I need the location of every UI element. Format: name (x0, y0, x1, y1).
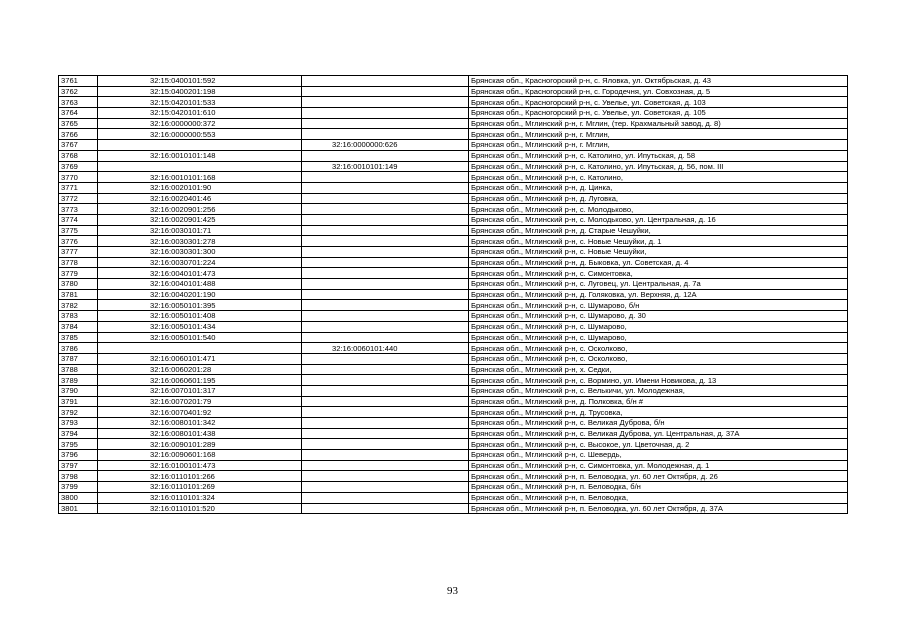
address-cell: Брянская обл., Мглинский р-н, п. Беловодка, ул. 60 лет Октября, д. 26 (469, 471, 848, 482)
cadastral-number-alt-cell (302, 204, 469, 215)
cadastral-number-cell: 32:16:0000000:553 (98, 129, 302, 140)
cadastral-number-alt-cell (302, 396, 469, 407)
cadastral-number-cell: 32:16:0070101:317 (98, 385, 302, 396)
table-row (59, 86, 848, 97)
address-cell: Брянская обл., Мглинский р-н, с. Вормино, ул. Имени Новикова, д. 13 (469, 375, 848, 386)
cadastral-number-cell: 32:16:0110101:520 (98, 503, 302, 514)
table-row (59, 108, 848, 119)
cadastral-number-alt-cell (302, 172, 469, 183)
table-row (59, 214, 848, 225)
cadastral-number-alt-cell (302, 482, 469, 493)
table-row (59, 76, 848, 87)
cadastral-number-alt-cell (302, 428, 469, 439)
table-row (59, 300, 848, 311)
cadastral-number-alt-cell (302, 118, 469, 129)
cadastral-number-cell (98, 140, 302, 151)
table-row (59, 385, 848, 396)
cadastral-number-alt-cell (302, 289, 469, 300)
cadastral-number-alt-cell (302, 439, 469, 450)
table-row (59, 482, 848, 493)
row-number-cell: 3781 (59, 289, 98, 300)
cadastral-number-alt-cell (302, 257, 469, 268)
table-row (59, 182, 848, 193)
cadastral-number-cell: 32:16:0040101:488 (98, 279, 302, 290)
cadastral-number-alt-cell (302, 460, 469, 471)
cadastral-number-cell: 32:16:0030301:300 (98, 247, 302, 258)
row-number-cell: 3768 (59, 150, 98, 161)
cadastral-number-alt-cell (302, 268, 469, 279)
row-number-cell: 3762 (59, 86, 98, 97)
register-body (59, 76, 848, 514)
cadastral-number-alt-cell (302, 97, 469, 108)
cadastral-number-alt-cell (302, 418, 469, 429)
cadastral-number-alt-cell (302, 279, 469, 290)
address-cell: Брянская обл., Мглинский р-н, г. Мглин, (тер. Крахмальный завод, д. 8) (469, 118, 848, 129)
address-cell: Брянская обл., Мглинский р-н, г. Мглин, (469, 129, 848, 140)
cadastral-number-alt-cell (302, 247, 469, 258)
table-row (59, 247, 848, 258)
cadastral-number-cell: 32:16:0030701:224 (98, 257, 302, 268)
cadastral-number-cell: 32:16:0090101:289 (98, 439, 302, 450)
row-number-cell: 3778 (59, 257, 98, 268)
cadastral-number-alt-cell: 32:16:0010101:149 (302, 161, 469, 172)
cadastral-number-alt-cell (302, 385, 469, 396)
cadastral-number-cell: 32:16:0050101:408 (98, 311, 302, 322)
table-row (59, 225, 848, 236)
address-cell: Брянская обл., Мглинский р-н, с. Велькичи, ул. Молодежная, (469, 385, 848, 396)
cadastral-number-cell: 32:16:0010101:148 (98, 150, 302, 161)
table-row (59, 236, 848, 247)
address-cell: Брянская обл., Мглинский р-н, п. Беловодка, ул. 60 лет Октября, д. 37А (469, 503, 848, 514)
address-cell: Брянская обл., Мглинский р-н, д. Старые Чешуйки, (469, 225, 848, 236)
row-number-cell: 3796 (59, 450, 98, 461)
cadastral-number-cell: 32:16:0060201:28 (98, 364, 302, 375)
row-number-cell: 3771 (59, 182, 98, 193)
cadastral-number-cell (98, 343, 302, 354)
table-row (59, 471, 848, 482)
cadastral-number-alt-cell (302, 471, 469, 482)
table-row (59, 311, 848, 322)
row-number-cell: 3786 (59, 343, 98, 354)
cadastral-number-alt-cell (302, 450, 469, 461)
table-row (59, 279, 848, 290)
row-number-cell: 3766 (59, 129, 98, 140)
address-cell: Брянская обл., Мглинский р-н, г. Мглин, (469, 140, 848, 151)
cadastral-number-cell: 32:16:0080101:342 (98, 418, 302, 429)
cadastral-number-alt-cell (302, 214, 469, 225)
cadastral-number-cell: 32:16:0040101:473 (98, 268, 302, 279)
cadastral-number-cell: 32:16:0090601:168 (98, 450, 302, 461)
table-row (59, 353, 848, 364)
cadastral-number-cell: 32:16:0070401:92 (98, 407, 302, 418)
row-number-cell: 3780 (59, 279, 98, 290)
address-cell: Брянская обл., Красногорский р-н, с. Яловка, ул. Октябрьская, д. 43 (469, 76, 848, 87)
cadastral-number-cell: 32:16:0020401:46 (98, 193, 302, 204)
cadastral-number-cell: 32:16:0050101:395 (98, 300, 302, 311)
cadastral-number-alt-cell (302, 321, 469, 332)
address-cell: Брянская обл., Мглинский р-н, п. Беловодка, (469, 492, 848, 503)
table-row (59, 150, 848, 161)
table-row (59, 343, 848, 354)
table-row (59, 460, 848, 471)
property-register-table (58, 75, 848, 514)
address-cell: Брянская обл., Мглинский р-н, с. Шумарово, (469, 332, 848, 343)
row-number-cell: 3797 (59, 460, 98, 471)
cadastral-number-alt-cell (302, 364, 469, 375)
cadastral-number-alt-cell (302, 311, 469, 322)
cadastral-number-alt-cell: 32:16:0060101:440 (302, 343, 469, 354)
cadastral-number-alt-cell (302, 129, 469, 140)
table-row (59, 428, 848, 439)
table-row (59, 492, 848, 503)
row-number-cell: 3763 (59, 97, 98, 108)
table-row (59, 257, 848, 268)
row-number-cell: 3779 (59, 268, 98, 279)
table-row (59, 396, 848, 407)
address-cell: Брянская обл., Красногорский р-н, с. Городечня, ул. Совхозная, д. 5 (469, 86, 848, 97)
table-row (59, 268, 848, 279)
table-row (59, 97, 848, 108)
address-cell: Брянская обл., Мглинский р-н, с. Шумарово, д. 30 (469, 311, 848, 322)
cadastral-number-cell: 32:16:0060101:471 (98, 353, 302, 364)
row-number-cell: 3772 (59, 193, 98, 204)
address-cell: Брянская обл., Мглинский р-н, с. Католино, ул. Ипутьская, д. 58 (469, 150, 848, 161)
cadastral-number-cell: 32:16:0070201:79 (98, 396, 302, 407)
row-number-cell: 3790 (59, 385, 98, 396)
row-number-cell: 3773 (59, 204, 98, 215)
address-cell: Брянская обл., Мглинский р-н, д. Трусовка, (469, 407, 848, 418)
table-row (59, 161, 848, 172)
address-cell: Брянская обл., Мглинский р-н, д. Голяковка, ул. Верхняя, д. 12А (469, 289, 848, 300)
address-cell: Брянская обл., Мглинский р-н, с. Шевердь, (469, 450, 848, 461)
cadastral-number-cell: 32:16:0050101:434 (98, 321, 302, 332)
address-cell: Брянская обл., Мглинский р-н, с. Шумарово, б/н (469, 300, 848, 311)
cadastral-number-cell: 32:16:0010101:168 (98, 172, 302, 183)
row-number-cell: 3783 (59, 311, 98, 322)
cadastral-number-cell: 32:15:0400101:592 (98, 76, 302, 87)
table-row (59, 172, 848, 183)
cadastral-number-cell: 32:16:0050101:540 (98, 332, 302, 343)
address-cell: Брянская обл., Мглинский р-н, с. Симонтовка, ул. Молодежная, д. 1 (469, 460, 848, 471)
row-number-cell: 3789 (59, 375, 98, 386)
cadastral-number-alt-cell (302, 225, 469, 236)
cadastral-number-alt-cell (302, 86, 469, 97)
address-cell: Брянская обл., Мглинский р-н, с. Молодьково, ул. Центральная, д. 16 (469, 214, 848, 225)
cadastral-number-alt-cell (302, 76, 469, 87)
address-cell: Брянская обл., Красногорский р-н, с. Увелье, ул. Советская, д. 103 (469, 97, 848, 108)
cadastral-number-cell: 32:16:0110101:324 (98, 492, 302, 503)
row-number-cell: 3784 (59, 321, 98, 332)
row-number-cell: 3788 (59, 364, 98, 375)
cadastral-number-alt-cell (302, 182, 469, 193)
table-row (59, 332, 848, 343)
row-number-cell: 3798 (59, 471, 98, 482)
row-number-cell: 3799 (59, 482, 98, 493)
cadastral-number-alt-cell (302, 150, 469, 161)
address-cell: Брянская обл., Мглинский р-н, с. Новые Чешуйки, (469, 247, 848, 258)
address-cell: Брянская обл., Мглинский р-н, с. Великая Дуброва, б/н (469, 418, 848, 429)
address-cell: Брянская обл., Мглинский р-н, с. Великая Дуброва, ул. Центральная, д. 37А (469, 428, 848, 439)
cadastral-number-cell (98, 161, 302, 172)
address-cell: Брянская обл., Мглинский р-н, с. Луговец, ул. Центральная, д. 7а (469, 279, 848, 290)
row-number-cell: 3765 (59, 118, 98, 129)
cadastral-number-cell: 32:16:0020101:90 (98, 182, 302, 193)
cadastral-number-cell: 32:16:0100101:473 (98, 460, 302, 471)
cadastral-number-cell: 32:16:0000000:372 (98, 118, 302, 129)
address-cell: Брянская обл., Мглинский р-н, с. Осколково, (469, 343, 848, 354)
row-number-cell: 3794 (59, 428, 98, 439)
cadastral-number-cell: 32:16:0110101:269 (98, 482, 302, 493)
cadastral-number-alt-cell (302, 300, 469, 311)
row-number-cell: 3782 (59, 300, 98, 311)
table-row (59, 439, 848, 450)
table-row (59, 364, 848, 375)
cadastral-number-alt-cell (302, 375, 469, 386)
row-number-cell: 3775 (59, 225, 98, 236)
address-cell: Брянская обл., Мглинский р-н, с. Симонтовка, (469, 268, 848, 279)
row-number-cell: 3792 (59, 407, 98, 418)
row-number-cell: 3787 (59, 353, 98, 364)
row-number-cell: 3785 (59, 332, 98, 343)
table-row (59, 140, 848, 151)
row-number-cell: 3767 (59, 140, 98, 151)
cadastral-number-cell: 32:16:0020901:256 (98, 204, 302, 215)
table-row (59, 129, 848, 140)
cadastral-number-alt-cell (302, 503, 469, 514)
cadastral-number-alt-cell (302, 407, 469, 418)
address-cell: Брянская обл., Мглинский р-н, с. Молодьково, (469, 204, 848, 215)
row-number-cell: 3761 (59, 76, 98, 87)
row-number-cell: 3776 (59, 236, 98, 247)
cadastral-number-cell: 32:16:0080101:438 (98, 428, 302, 439)
cadastral-number-alt-cell (302, 236, 469, 247)
row-number-cell: 3793 (59, 418, 98, 429)
cadastral-number-cell: 32:15:0400201:198 (98, 86, 302, 97)
row-number-cell: 3801 (59, 503, 98, 514)
cadastral-number-cell: 32:16:0030101:71 (98, 225, 302, 236)
table-row (59, 289, 848, 300)
row-number-cell: 3777 (59, 247, 98, 258)
cadastral-number-alt-cell: 32:16:0000000:626 (302, 140, 469, 151)
cadastral-number-cell: 32:16:0020901:425 (98, 214, 302, 225)
row-number-cell: 3769 (59, 161, 98, 172)
table-row (59, 321, 848, 332)
address-cell: Брянская обл., Мглинский р-н, д. Быковка, ул. Советская, д. 4 (469, 257, 848, 268)
table-row (59, 503, 848, 514)
address-cell: Брянская обл., Мглинский р-н, с. Высокое, ул. Цветочная, д. 2 (469, 439, 848, 450)
table-row (59, 418, 848, 429)
table-row (59, 375, 848, 386)
address-cell: Брянская обл., Мглинский р-н, с. Шумарово, (469, 321, 848, 332)
row-number-cell: 3795 (59, 439, 98, 450)
cadastral-number-alt-cell (302, 108, 469, 119)
table-row (59, 407, 848, 418)
row-number-cell: 3770 (59, 172, 98, 183)
address-cell: Брянская обл., Мглинский р-н, п. Беловодка, б/н (469, 482, 848, 493)
address-cell: Брянская обл., Красногорский р-н, с. Увелье, ул. Советская, д. 105 (469, 108, 848, 119)
address-cell: Брянская обл., Мглинский р-н, с. Католино, ул. Ипутьская, д. 56, пом. III (469, 161, 848, 172)
cadastral-number-alt-cell (302, 492, 469, 503)
cadastral-number-cell: 32:15:0420101:533 (98, 97, 302, 108)
row-number-cell: 3774 (59, 214, 98, 225)
row-number-cell: 3800 (59, 492, 98, 503)
cadastral-number-cell: 32:16:0060601:195 (98, 375, 302, 386)
cadastral-number-alt-cell (302, 332, 469, 343)
address-cell: Брянская обл., Мглинский р-н, х. Седки, (469, 364, 848, 375)
row-number-cell: 3764 (59, 108, 98, 119)
page-number: 93 (447, 585, 458, 597)
address-cell: Брянская обл., Мглинский р-н, д. Луговка, (469, 193, 848, 204)
cadastral-number-alt-cell (302, 193, 469, 204)
cadastral-number-cell: 32:16:0110101:266 (98, 471, 302, 482)
cadastral-number-cell: 32:16:0030301:278 (98, 236, 302, 247)
cadastral-number-cell: 32:15:0420101:610 (98, 108, 302, 119)
address-cell: Брянская обл., Мглинский р-н, с. Новые Чешуйки, д. 1 (469, 236, 848, 247)
address-cell: Брянская обл., Мглинский р-н, д. Цинка, (469, 182, 848, 193)
cadastral-number-alt-cell (302, 353, 469, 364)
table-row (59, 450, 848, 461)
cadastral-number-cell: 32:16:0040201:190 (98, 289, 302, 300)
address-cell: Брянская обл., Мглинский р-н, с. Осколково, (469, 353, 848, 364)
address-cell: Брянская обл., Мглинский р-н, с. Католино, (469, 172, 848, 183)
table-row (59, 204, 848, 215)
table-row (59, 193, 848, 204)
address-cell: Брянская обл., Мглинский р-н, д. Полковка, б/н # (469, 396, 848, 407)
row-number-cell: 3791 (59, 396, 98, 407)
table-row (59, 118, 848, 129)
